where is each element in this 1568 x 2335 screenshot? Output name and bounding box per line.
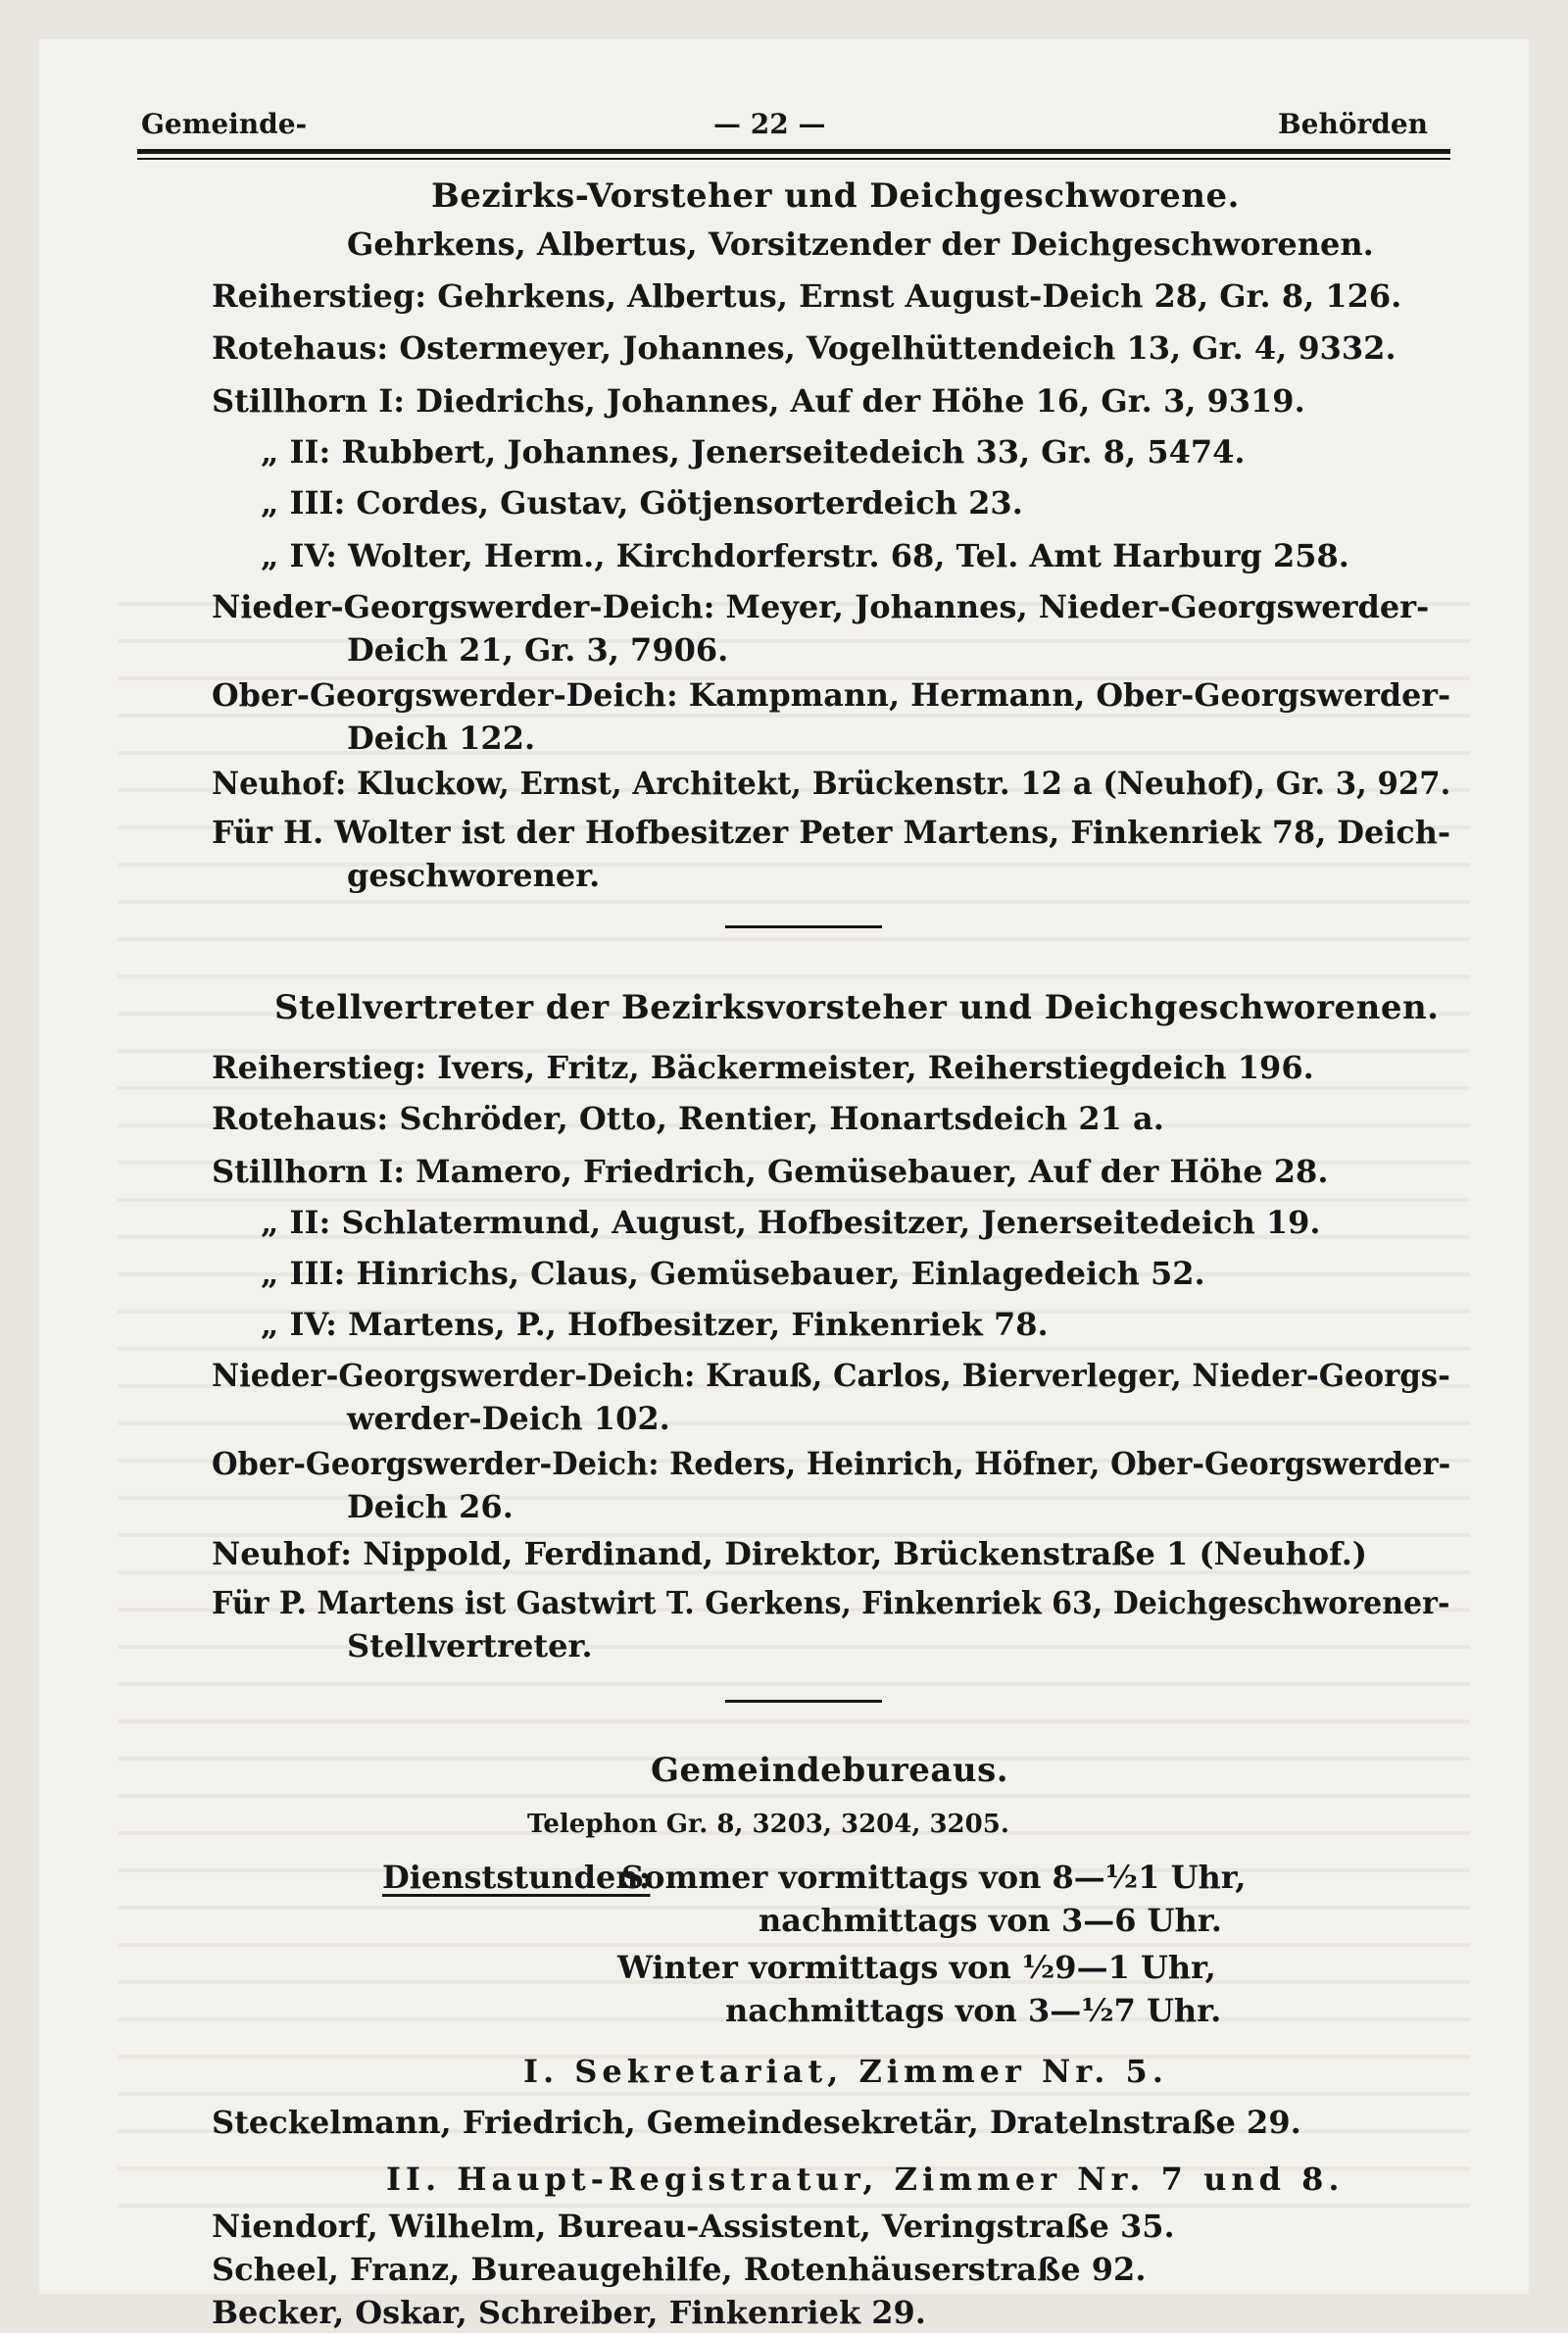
hours-line-0: Sommer vormittags von 8—½1 Uhr, (621, 1859, 1247, 1896)
hours-line-3: nachmittags von 3—½7 Uhr. (725, 1992, 1222, 2029)
s1-line-13: geschworener. (347, 857, 601, 894)
hours-line-1: nachmittags von 3—6 Uhr. (759, 1902, 1222, 1939)
s1-line-7: Nieder-Georgswerder-Deich: Meyer, Johannes, Nieder-Georgswerder- (212, 588, 1430, 625)
office2-title: II. Haupt-Registratur, Zimmer Nr. 7 und 8. (386, 2161, 1345, 2198)
header-rule (137, 149, 1450, 154)
office2-line-2: Becker, Oskar, Schreiber, Finkenriek 29. (212, 2294, 926, 2331)
s2-line-5: „ IV: Martens, P., Hofbesitzer, Finkenriek 78. (261, 1306, 1049, 1343)
section3-title: Gemeindebureaus. (651, 1751, 1009, 1790)
page-number: — 22 — (713, 108, 826, 140)
office1-line-0: Steckelmann, Friedrich, Gemeindesekretär, Dratelnstraße 29. (212, 2104, 1301, 2141)
section2-title: Stellvertreter der Bezirksvorsteher und Deichgeschworenen. (274, 988, 1440, 1027)
s1-line-5: „ III: Cordes, Gustav, Götjensorterdeich 23. (261, 484, 1023, 522)
s2-line-8: Ober-Georgswerder-Deich: Reders, Heinrich, Höfner, Ober-Georgswerder- (212, 1445, 1451, 1482)
s1-line-10: Deich 122. (347, 720, 536, 757)
s1-line-2: Rotehaus: Ostermeyer, Johannes, Vogelhüttendeich 13, Gr. 4, 9332. (212, 329, 1396, 367)
s1-line-3: Stillhorn I: Diedrichs, Johannes, Auf der Höhe 16, Gr. 3, 9319. (212, 382, 1305, 420)
s2-line-9: Deich 26. (347, 1488, 514, 1525)
header-right: Behörden (1278, 108, 1429, 140)
s2-line-6: Nieder-Georgswerder-Deich: Krauß, Carlos, Bierverleger, Nieder-Georgs- (212, 1357, 1450, 1394)
office2-line-1: Scheel, Franz, Bureaugehilfe, Rotenhäuserstraße 92. (212, 2251, 1147, 2288)
header-left: Gemeinde- (141, 108, 308, 140)
s2-line-4: „ III: Hinrichs, Claus, Gemüsebauer, Einlagedeich 52. (261, 1255, 1205, 1292)
s1-line-0: Gehrkens, Albertus, Vorsitzender der Deichgeschworenen. (347, 225, 1374, 263)
s1-line-9: Ober-Georgswerder-Deich: Kampmann, Hermann, Ober-Georgswerder- (212, 676, 1451, 714)
s2-line-7: werder-Deich 102. (347, 1400, 670, 1437)
telephone-line: Telephon Gr. 8, 3203, 3204, 3205. (527, 1810, 1009, 1839)
s1-line-8: Deich 21, Gr. 3, 7906. (347, 631, 729, 669)
office1-title: I. Sekretariat, Zimmer Nr. 5. (523, 2053, 1168, 2090)
s1-line-11: Neuhof: Kluckow, Ernst, Architekt, Brückenstr. 12 a (Neuhof), Gr. 3, 927. (212, 765, 1451, 802)
office2-line-0: Niendorf, Wilhelm, Bureau-Assistent, Veringstraße 35. (212, 2208, 1175, 2245)
paper-sheet (39, 39, 1529, 2331)
s2-line-1: Rotehaus: Schröder, Otto, Rentier, Honartsdeich 21 a. (212, 1100, 1164, 1137)
s1-line-12: Für H. Wolter ist der Hofbesitzer Peter Martens, Finkenriek 78, Deich- (212, 814, 1451, 851)
s2-line-2: Stillhorn I: Mamero, Friedrich, Gemüsebauer, Auf der Höhe 28. (212, 1153, 1329, 1190)
header-rule-thin (137, 158, 1450, 160)
section-divider-2 (725, 1700, 882, 1703)
s1-line-4: „ II: Rubbert, Johannes, Jenerseitedeich 33, Gr. 8, 5474. (261, 433, 1246, 471)
s2-line-0: Reiherstieg: Ivers, Fritz, Bäckermeister, Reiherstiegdeich 196. (212, 1049, 1314, 1086)
hours-label: Dienststunden: (382, 1859, 651, 1896)
s1-line-6: „ IV: Wolter, Herm., Kirchdorferstr. 68, Tel. Amt Harburg 258. (261, 537, 1349, 574)
s2-line-10: Neuhof: Nippold, Ferdinand, Direktor, Brückenstraße 1 (Neuhof.) (212, 1535, 1367, 1572)
hours-line-2: Winter vormittags von ½9—1 Uhr, (617, 1949, 1216, 1986)
s1-line-1: Reiherstieg: Gehrkens, Albertus, Ernst August-Deich 28, Gr. 8, 126. (212, 277, 1402, 315)
s2-line-11: Für P. Martens ist Gastwirt T. Gerkens, Finkenriek 63, Deichgeschworener- (212, 1584, 1450, 1621)
section1-title: Bezirks-Vorsteher und Deichgeschworene. (431, 176, 1240, 216)
s2-line-3: „ II: Schlatermund, August, Hofbesitzer, Jenerseitedeich 19. (261, 1204, 1321, 1241)
section-divider-1 (725, 925, 882, 928)
s2-line-12: Stellvertreter. (347, 1627, 593, 1664)
